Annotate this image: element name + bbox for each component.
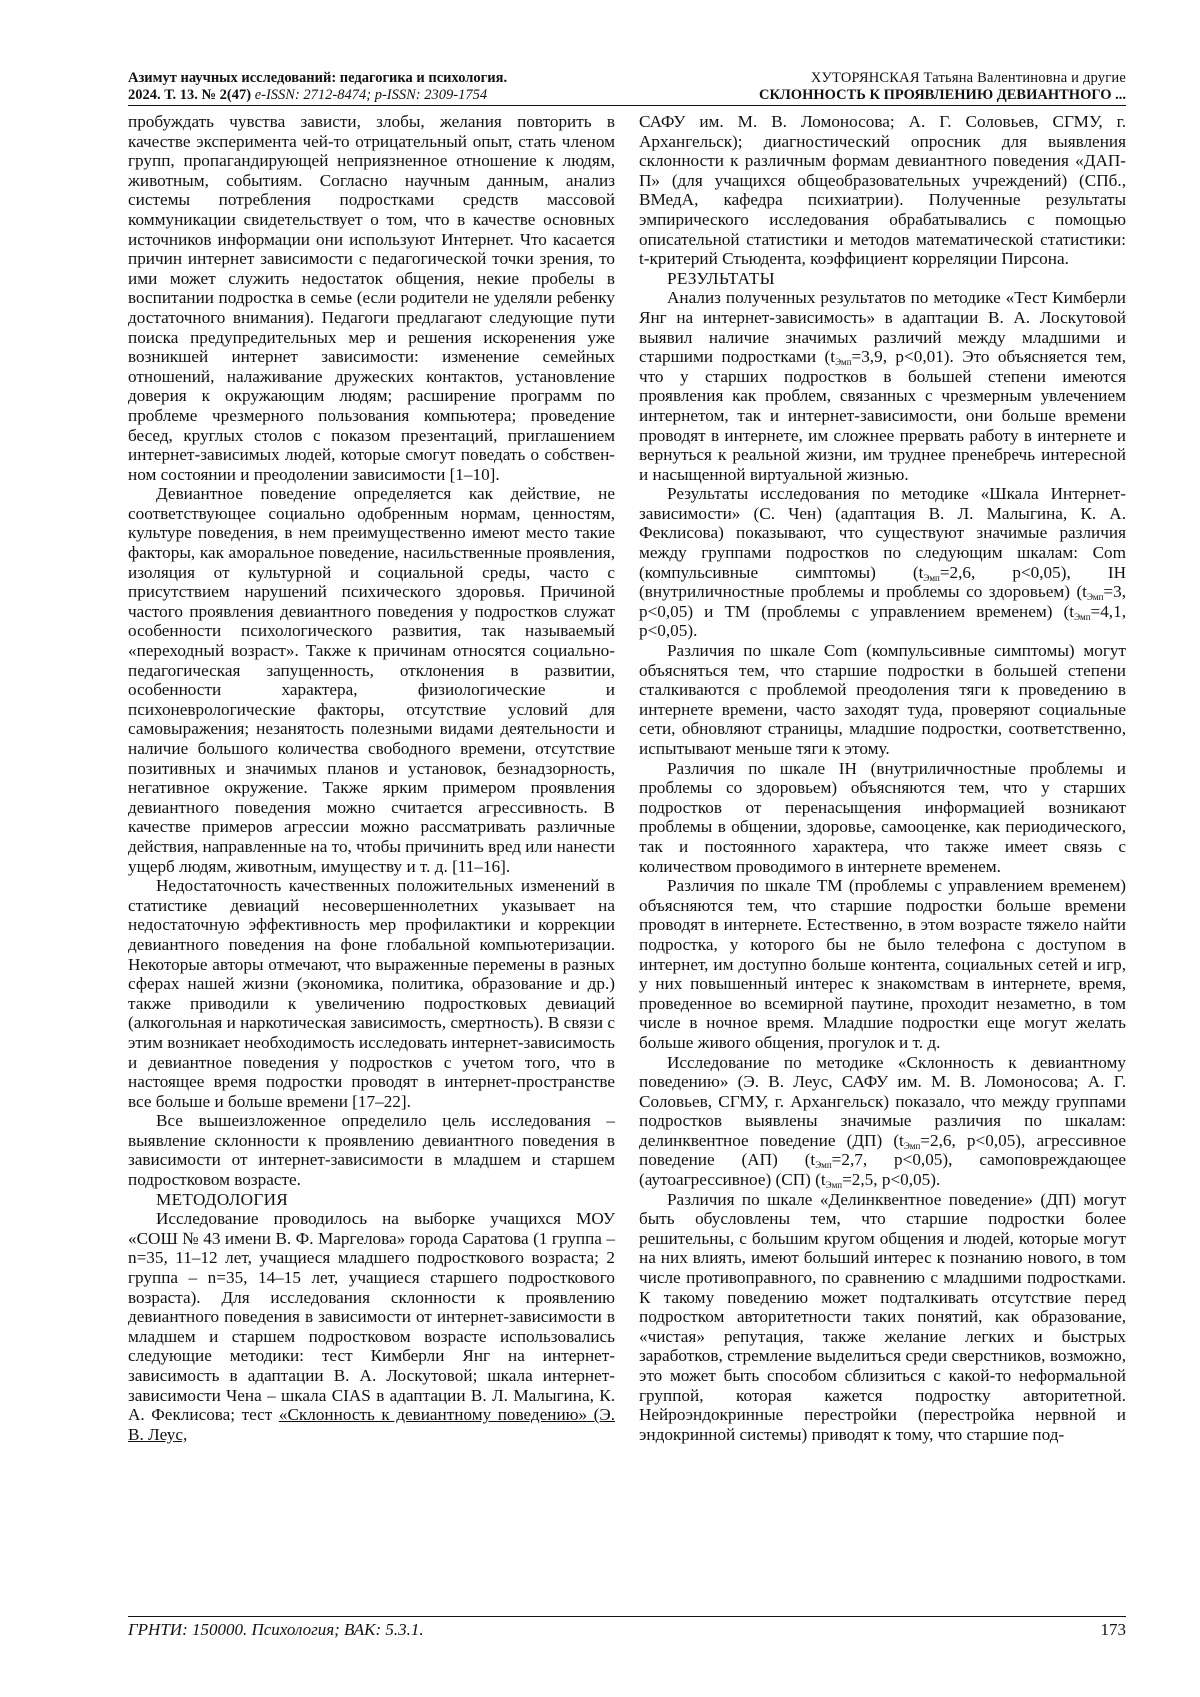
paragraph-delinquent-behavior: Различия по шкале «Делинквентное поведение» (ДП) могут быть обусловлены тем, что старшие подростки более решительны, с большим кругом общения и людей, которые могут на них влиять, имеют больший интерес к познанию нового, в том числе противоправного, по сравнению с младшими подростками. К такому поведению может подталкивать отсутствие перед подростком авторитетности таких понятий, как образование, «чистая» репутация, также желание легких и быстрых заработков, стремление выделиться среди сверстников, возможно, это может быть способом сблизиться с какой-то неформальной группой, которая кажется подростку авторитетной. Нейроэндокринные перестройки (перестройка нервной и эндокринной системы) приводят к тому, что старшие под- xyxy=(639,1189,1126,1444)
footer-classification: ГРНТИ: 150000. Психология; ВАК: 5.3.1. xyxy=(128,1620,424,1639)
footer-divider xyxy=(128,1616,1126,1617)
paragraph-chen-scale xyxy=(639,484,1126,641)
paragraph-continuation: пробуждать чувства зависти, злобы, желания повторить в качестве эксперимента чей-то отрицательный опыт, стать членом групп, пропагандирующей неприязненное отношение к людям, животным, событиям. Согласно научным данным, анализ системы потребления подростками средств массовой коммуникации свидетельствует о том, что в качестве основных источников информации они используют Интернет. Что касается причин интернет зависимости с педагогической точки зрения, то ими может служить недостаток общения, некие пробелы в воспитании подростка в семье (если родители не уделяли ребенку достаточного внимания). Педагоги предлагают следующие пути поиска предупредительных мер и решения искоренения уже возникшей интернет зависимости: изменение семейных отношений, налаживание дружеских контактов, установление доверия к окружающим людям; расширение программ по проблеме чрезмерного пользования компьютера; проведение бесед, круглых столов с показом презентаций, приглашением интернет-зависимых людей, которые смогут поведать о собственном состоянии и преодолении зависимости [1–10]. xyxy=(128,112,615,484)
t-emp-subscript: Эмп xyxy=(825,1180,843,1191)
paragraph-ih-scale: Различия по шкале IH (внутриличностные проблемы и проблемы со здоровьем) объясняются тем, что у старших подростков от перенасыщения информацией возникают проблемы в общении, здоровье, самооценке, как периодического, так и постоянного характера, что также имеет связь с количеством проводимого в интернете временем. xyxy=(639,758,1126,876)
paragraph-methodology xyxy=(128,1209,615,1444)
right-column xyxy=(639,112,1126,1444)
t-emp-subscript: Эмп xyxy=(835,357,852,368)
section-heading-methodology: МЕТОДОЛОГИЯ xyxy=(156,1189,289,1209)
t-emp-subscript: Эмп xyxy=(923,572,940,583)
article-info xyxy=(759,70,1126,104)
t-emp-subscript: Эмп xyxy=(815,1160,832,1171)
leus-text-d: =2,5, p<0,05). xyxy=(842,1170,941,1190)
running-header xyxy=(128,70,1126,106)
t-emp-subscript: Эмп xyxy=(1086,592,1104,603)
methodology-underlined-text: «Склонность к девиантному поведению» (Э. В. Леус, xyxy=(128,1405,615,1444)
paragraph-methods-continued: САФУ им. М. В. Ломоносова; А. Г. Соловьев, СГМУ, г. Архангельск); диагностический опросник для выявления склонности к различным формам девиантного поведения «ДАП-П» (для учащихся общеобразовательных учреждений) (СПб., ВМедА, кафедра психиатрии). Полученные результаты эмпирического исследования обрабатывались с помощью описательной статистики и методов математической статистики: t-критерий Стьюдента, коэффициент корреляции Пирсона. xyxy=(639,112,1126,269)
paragraph-statistics: Недостаточность качественных положительных изменений в статистике девиаций несовершеннолетних указывает на недостаточную эффективность мер профилактики и коррекции девиантного поведения на фоне глобальной компьютеризации. Некоторые авторы отмечают, что выраженные перемены в разных сферах нашей жизни (экономика, политика, образование и др.) также приводили к увеличению подростковых девиаций (алкогольная и наркотическая зависимость, смертность). В связи с этим возникает необходимость исследовать интернет-зависимость и девиантное поведения у подростков с учетом того, что в настоящее время подростки проводят в интернет-пространстве все больше и больше времени [17–22]. xyxy=(128,876,615,1111)
article-short-title: СКЛОННОСТЬ К ПРОЯВЛЕНИЮ ДЕВИАНТНОГО ... xyxy=(759,87,1126,103)
chen-text-d: =4,1, p<0,05). xyxy=(639,601,1126,641)
paragraph-research-goal: Все вышеизложенное определило цель исследования – выявление склонности к проявлению девиантного поведения в зависимости от интернет-зависимости в младшем и старшем подростковом возрасте. xyxy=(128,1111,615,1190)
young-test-text-b: =3,9, p<0,01). Это объясняется тем, что у старших подростков в большей степени имеются проявления как проблем, связанных с чрезмерным увлечением интернетом, так и интернет-зависимости, они больше времени проводят в интернете, им сложнее прервать работу в интернете и вернуться к реальной жизни, им труднее пренебречь интересной и насыщенной виртуальной жизнью. xyxy=(639,347,1127,484)
article-authors: ХУТОРЯНСКАЯ Татьяна Валентиновна и другие xyxy=(810,70,1126,86)
t-emp-subscript: Эмп xyxy=(903,1140,921,1151)
leus-text-c: =2,7, p<0,05), самоповреждающее (аутоагрессивное) (СП) (t xyxy=(639,1150,1126,1190)
chen-text-c: =3, p<0,05) и TM (проблемы с управлением временем) (t xyxy=(639,582,1126,621)
journal-info xyxy=(128,70,507,104)
journal-issue-line xyxy=(128,87,507,104)
paragraph-deviant-behavior: Девиантное поведение определяется как действие, не соответствующее социально одобренным нормам, ценностям, культуре поведения, в нем преимущественно имеют место такие факторы, как аморальное поведение, насильственные проявления, изоляция от культурной и социальной среды, часто с присутствием нарушений психического здоровья. Причиной частого проявления девиантного поведения у подростков служат особенности психологического развития, так называемый «переходный возраст». Также к причинам относятся социально-педагогическая запущенность, отклонения в развитии, особенности характера, физиологические и психоневрологические факторы, отсутствие условий для самовыражения; незанятость полезными видами деятельности и наличие большого количества свободного времени, отсутствие позитивных и значимых планов и установок, безнадзорность, негативное окружение. Также ярким примером проявления девиантного поведения можно считается агрессивность. В качестве примеров агрессии можно рассматривать различные действия, направленные на то, чтобы причинить вред или нанести ущерб людям, животным, имуществу и т. д. [11–16]. xyxy=(128,484,615,876)
young-test-text-a: Анализ полученных результатов по методике «Тест Кимберли Янг на интернет-зависимость» в адаптации В. А. Лоскутовой выявил наличие значимых различий между младшими и старшими подростками (t xyxy=(639,288,1126,367)
t-emp-subscript: Эмп xyxy=(1074,611,1091,622)
page-number: 173 xyxy=(1100,1620,1126,1639)
leus-text-a: Исследование по методике «Склонность к девиантному поведению» (Э. В. Леус, САФУ им. М. В. Ломоносова; А. Г. Соловьев, СГМУ, г. Архангельск) показало, что между группами подростков выявлены значимые различия по шкалам: делинквентное поведение (ДП) (t xyxy=(639,1052,1126,1150)
section-heading-results: РЕЗУЛЬТАТЫ xyxy=(667,268,775,288)
header-divider xyxy=(128,105,1126,106)
chen-text-a: Результаты исследования по методике «Шкала Интернет-зависимости» (С. Чен) (адаптация В. Л. Малыгина, К. А. Феклисова) показывают, что существуют значимые различия между группами подростков по следующим шкалам: Com (компульсивные симптомы) (t xyxy=(639,484,1126,582)
paragraph-leus-method xyxy=(639,1053,1126,1190)
left-column xyxy=(128,112,615,1444)
paragraph-tm-scale: Различия по шкале TM (проблемы с управлением временем) объясняются тем, что старшие подростки больше времени проводят в интернете. Естественно, в этом возрасте тяжело найти подростка, у которого бы не было телефона с доступом в интернет, им доступно больше контента, социальных сетей и игр, у них повышенный интерес к знакомствам в интернете, время, проведенное во всемирной паутине, проходит незаметно, в том числе в ночное время. Младшие подростки еще могут желать больше живого общения, прогулок и т. д. xyxy=(639,876,1126,1052)
methodology-text: Исследование проводилось на выборке учащихся МОУ «СОШ № 43 имени В. Ф. Маргелова» города Саратова (1 группа – n=35, 11–12 лет, учащиеся младшего подросткового возраста; 2 группа – n=35, 14–15 лет, учащиеся старшего подросткового возраста). Для исследования склонности к проявлению девиантного поведения в зависимости от интернет-зависимости в младшем и старшем подростковом возрасте использовались следующие методики: тест Кимберли Янг на интернет-зависимость в адаптации В. А. Лоскутовой; шкала интернет-зависимости Чена – шкала CIAS в адаптации В. Л. Малыгина, К. А. Феклисова; тест xyxy=(128,1209,615,1425)
journal-issn: e-ISSN: 2712-8474; p-ISSN: 2309-1754 xyxy=(251,87,488,103)
paragraph-young-test xyxy=(639,288,1126,484)
journal-title: Азимут научных исследований: педагогика и психология. xyxy=(128,70,508,86)
journal-issue: 2024. Т. 13. № 2(47) xyxy=(128,87,252,103)
leus-text-b: =2,6, p<0,05), агрессивное поведение (АП) (t xyxy=(639,1130,1126,1170)
paragraph-com-scale: Различия по шкале Com (компульсивные симптомы) могут объясняться тем, что старшие подростки в большей степени сталкиваются с проблемой преодоления тяги к проведению в интернете времени, часто заходят туда, проверяют социальные сети, обновляют страницы, младшие подростки, соответственно, испытывают меньше тяги к этому. xyxy=(639,641,1126,758)
chen-text-b: =2,6, p<0,05), IH (внутриличностные проблемы и проблемы со здоровьем) (t xyxy=(639,562,1126,602)
